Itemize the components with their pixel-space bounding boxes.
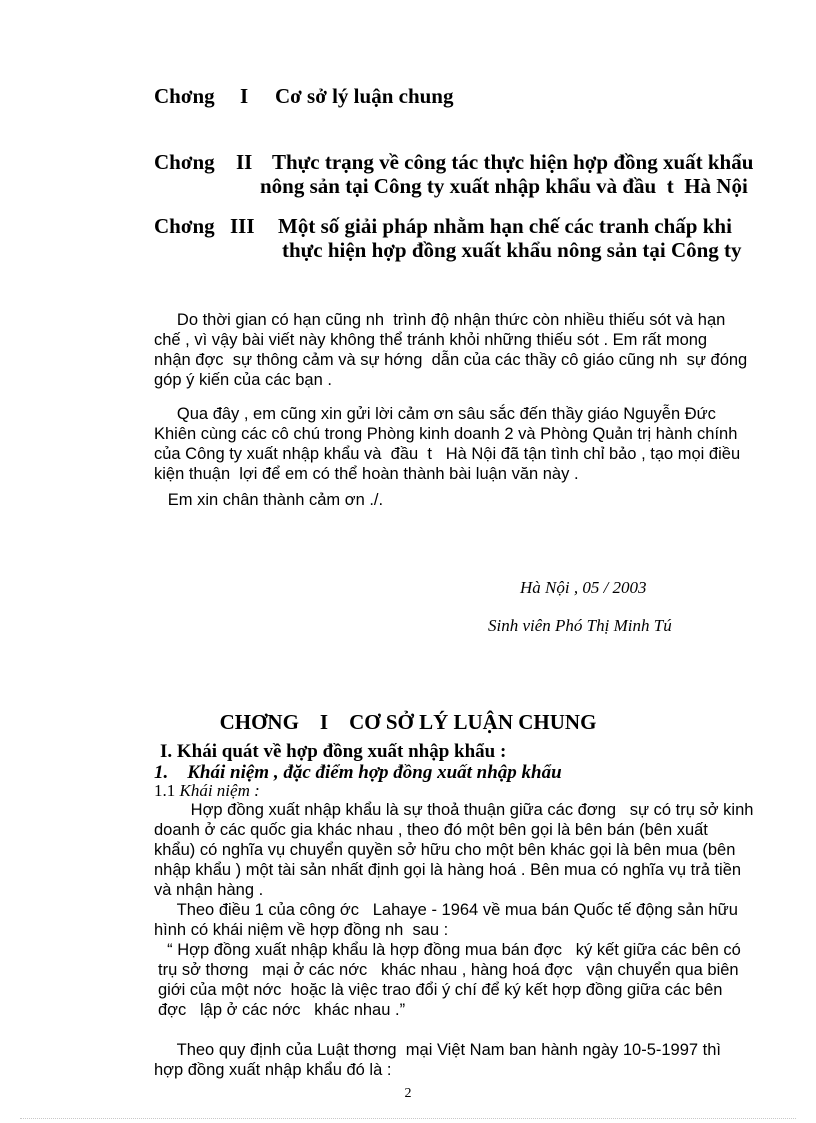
text-line: Qua đây , em cũng xin gửi lời cảm ơn sâu sắc đến thầy giáo Nguyễn Đức xyxy=(154,405,716,423)
text-line: doanh ở các quốc gia khác nhau , theo đó một bên gọi là bên bán (bên xuất xyxy=(154,821,708,839)
author-signature: Sinh viên Phó Thị Minh Tú xyxy=(488,616,672,635)
text-line: nhập khẩu ) một tài sản nhất định gọi là hàng hoá . Bên mua có nghĩa vụ trả tiền xyxy=(154,861,742,879)
body-paragraph-law xyxy=(154,1040,758,1080)
subsubsection-title: Khái niệm : xyxy=(179,781,260,800)
toc-chapter-title: Cơ sở lý luận chung xyxy=(275,84,454,108)
text-line: Theo quy định của Luật thơng mại Việt Nam ban hành ngày 10-5-1997 thì xyxy=(154,1041,722,1059)
text-line: đợc lập ở các nớc khác nhau .” xyxy=(158,1001,406,1019)
text-line: Hợp đồng xuất nhập khẩu là sự thoả thuận giữa các đơng sự có trụ sở kinh xyxy=(154,801,754,819)
toc-chapter-number: II xyxy=(236,150,253,174)
page-bottom-divider xyxy=(20,1118,796,1119)
text-line: khẩu) có nghĩa vụ chuyển quyền sở hữu cho một bên khác gọi là bên mua (bên xyxy=(154,841,736,859)
text-line: Em xin chân thành cảm ơn ./. xyxy=(154,491,384,509)
toc-chapter-label: Chơng xyxy=(154,150,215,174)
body-paragraph-convention xyxy=(154,900,758,940)
text-line: giới của một nớc hoặc là việc trao đổi ý chí để ký kết hợp đồng giữa các bên xyxy=(158,981,723,999)
place-date: Hà Nội , 05 / 2003 xyxy=(520,578,647,597)
text-line: hợp đồng xuất nhập khẩu đó là : xyxy=(154,1061,392,1079)
intro-paragraph-2 xyxy=(154,404,758,484)
intro-paragraph-1 xyxy=(154,310,758,390)
section-heading: I. Khái quát về hợp đồng xuất nhập khẩu : xyxy=(160,741,507,762)
intro-thanks xyxy=(154,490,758,510)
toc-chapter-title-line-2: thực hiện hợp đồng xuất khẩu nông sản tại Công ty xyxy=(282,238,742,262)
subsection-heading: 1. Khái niệm , đặc điểm hợp đồng xuất nhập khẩu xyxy=(154,762,562,783)
text-line: và nhận hàng . xyxy=(154,881,264,899)
text-line: góp ý kiến của các bạn . xyxy=(154,371,332,389)
subsubsection-heading xyxy=(154,781,260,801)
text-line: nhận đợc sự thông cảm và sự hớng dẫn của các thầy cô giáo cũng nh sự đóng xyxy=(154,351,748,369)
toc-chapter-title-line-1: Một số giải pháp nhằm hạn chế các tranh chấp khi xyxy=(278,214,732,238)
toc-chapter-number: III xyxy=(230,214,255,238)
text-line: “ Hợp đồng xuất nhập khẩu là hợp đồng mua bán đợc ký kết giữa các bên có xyxy=(158,941,741,959)
text-line: kiện thuận lợi để em có thể hoàn thành bài luận văn này . xyxy=(154,465,579,483)
text-line: Khiên cùng các cô chú trong Phòng kinh doanh 2 và Phòng Quản trị hành chính xyxy=(154,425,738,443)
text-line: của Công ty xuất nhập khẩu và đầu t Hà Nội đã tận tình chỉ bảo , tạo mọi điều xyxy=(154,445,741,463)
text-line: hình có khái niệm về hợp đồng nh sau : xyxy=(154,921,449,939)
text-line: chế , vì vậy bài viết này không thể tránh khỏi những thiếu sót . Em rất mong xyxy=(154,331,708,349)
page-number: 2 xyxy=(404,1086,412,1101)
toc-chapter-title-line-1: Thực trạng về công tác thực hiện hợp đồng xuất khẩu xyxy=(272,150,754,174)
subsubsection-number: 1.1 xyxy=(154,781,176,800)
body-quote xyxy=(158,940,758,1020)
text-line: Do thời gian có hạn cũng nh trình độ nhận thức còn nhiều thiếu sót và hạn xyxy=(154,311,726,329)
chapter-heading: CHƠNG I CƠ SỞ LÝ LUẬN CHUNG xyxy=(219,710,597,734)
text-line: Theo điều 1 của công ớc Lahaye - 1964 về mua bán Quốc tế động sản hữu xyxy=(154,901,738,919)
toc-chapter-number: I xyxy=(240,84,249,108)
text-line: trụ sở thơng mại ở các nớc khác nhau , hàng hoá đợc vận chuyển qua biên xyxy=(158,961,739,979)
body-paragraph-definition xyxy=(154,800,758,900)
toc-chapter-label: Chơng xyxy=(154,84,215,108)
toc-chapter-title-line-2: nông sản tại Công ty xuất nhập khẩu và đầu t Hà Nội xyxy=(260,174,748,198)
toc-chapter-label: Chơng xyxy=(154,214,215,238)
